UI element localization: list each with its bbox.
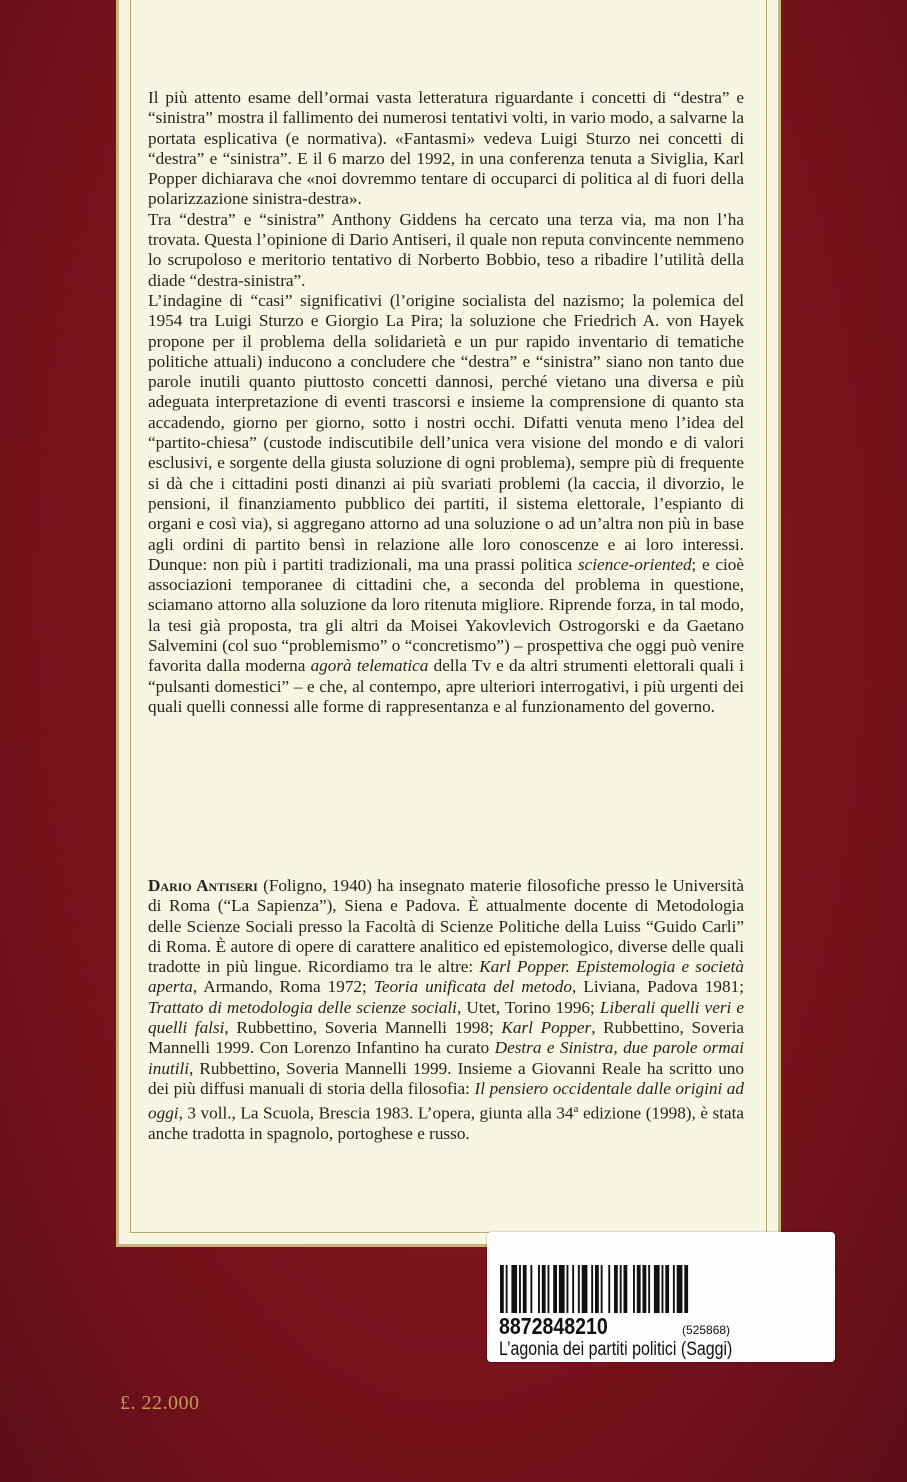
- barcode-bar: [559, 1265, 565, 1313]
- barcode-bar: [601, 1265, 603, 1313]
- bio-title-1: Karl Popper. Epistemologia e società aperta: [148, 957, 744, 997]
- barcode-sticker: [487, 1232, 835, 1362]
- barcode-bar: [677, 1265, 683, 1313]
- barcode-bar: [633, 1265, 635, 1313]
- barcode-bar: [643, 1265, 647, 1313]
- barcode-bar: [673, 1265, 675, 1313]
- barcode-bar: [530, 1265, 532, 1313]
- price-label: £. 22.000: [120, 1392, 200, 1414]
- barcode-bar: [608, 1265, 610, 1313]
- barcode-bar: [654, 1265, 660, 1313]
- barcode-bar: [684, 1265, 688, 1313]
- bio-text-2: , Armando, Roma 1972;: [192, 977, 374, 997]
- bio-text-9: edizione (1998), è stata anche tradotta in spagnolo, portoghese e russo.: [148, 1104, 744, 1144]
- barcode-bar: [662, 1265, 664, 1313]
- barcode-bar: [511, 1265, 517, 1313]
- author-bio: [148, 876, 744, 1145]
- barcode-bar: [620, 1265, 622, 1313]
- bio-text-8: , 3 voll., La Scuola, Brescia 1983. L’opera, giunta alla 34: [178, 1104, 574, 1123]
- bio-text-3: , Liviana, Padova 1981;: [571, 977, 744, 997]
- bio-title-5: Karl Popper: [501, 1018, 592, 1038]
- blurb-paragraph-1: Il più attento esame dell’ormai vasta letteratura riguardante i concetti di “destra” e “sinistra” mostra il fallimento dei numerosi tentativi volti, in vario modo, a salvarne la portata esplicativa (e normativa). «Fantasmi» vedeva Luigi Sturzo nei concetti di “destra” e “sinistra”. E il 6 marzo del 1992, in una conferenza tenuta a Siviglia, Karl Popper dichiarava che «noi dovremmo tentare di occuparci di politica al di fuori della polarizzazione sinistra-destra».: [148, 88, 744, 209]
- barcode-bar: [500, 1265, 504, 1313]
- barcode-bar: [542, 1265, 546, 1313]
- barcode-bar: [624, 1265, 628, 1313]
- blurb-p3-text-a: L’indagine di “casi” significativi (l’origine socialista del nazismo; la polemica del 1954 tra Luigi Sturzo e Giorgio La Pira; la soluzione che Friedrich A. von Hayek propone per il problema della solidarietà e un pur rapido inventario di tematiche politiche attuali) inducono a concludere che “destra” e “sinistra” siano non tanto due parole inutili quanto piuttosto concetti dannosi, perché vietano una diversa e più adeguata interpretazione di eventi trascorsi e insieme la comprensione di quanto sta accadendo, giorno per giorno, sotto i nostri occhi. Difatti venuta meno l’idea del “partito-chiesa” (custode indiscutibile dell’unica vera visione del mondo e di valori esclusivi, e sorgente della giusta soluzione di ogni problema), sempre più di frequente si dà che i cittadini posti dinanzi ai più svariati problemi (la caccia, il divorzio, le pensioni, il finanziamento pubblico dei partiti, il sistema elettorale, l’espianto di organi e così via), si aggregano attorno ad una soluzione o ad un’altra non più in base agli ordini di partito bensì in relazione alle loro conoscenze e ai loro interessi. Dunque: non più i partiti tradizionali, ma una prassi politica: [148, 290, 744, 574]
- barcode-bar: [506, 1265, 508, 1313]
- barcode-bar: [548, 1265, 550, 1313]
- sticker-book-title: L’agonia dei partiti politici (Saggi): [499, 1339, 733, 1360]
- blurb-p3-italic-1: science-oriented: [577, 554, 692, 574]
- bio-title-7: Il pensiero occidentale dalle origini ad oggi: [148, 1078, 744, 1123]
- barcode-bar: [595, 1265, 599, 1313]
- barcode-bar: [591, 1265, 593, 1313]
- inventory-code: (525868): [682, 1323, 731, 1337]
- barcode-bar: [572, 1265, 574, 1313]
- author-name: Dario Antiseri: [148, 876, 258, 895]
- bio-title-4: Liberali quelli veri e quelli falsi: [148, 997, 744, 1038]
- barcode-bar: [582, 1265, 588, 1313]
- barcode-bar: [538, 1265, 540, 1313]
- bio-text-6: , Rubbettino, Soveria Mannelli 1999. Con Lorenzo Infantino ha curato: [148, 1018, 745, 1058]
- bio-text-5: , Rubbettino, Soveria Mannelli 1998;: [224, 1018, 502, 1038]
- barcode-icon: [500, 1265, 750, 1313]
- bio-text-7: , Rubbettino, Soveria Mannelli 1999. Insieme a Giovanni Reale ha scritto uno dei più diffusi manuali di storia della filosofia:: [148, 1058, 744, 1098]
- bio-title-6: Destra e Sinistra, due parole ormai inutili: [148, 1038, 744, 1078]
- barcode-bar: [523, 1265, 527, 1313]
- blurb-p3-italic-2: agorà telematica: [310, 656, 429, 676]
- barcode-bar: [519, 1265, 521, 1313]
- bio-superscript: a: [573, 1103, 579, 1116]
- barcode-bar: [648, 1265, 650, 1313]
- barcode-bar: [665, 1265, 669, 1313]
- blurb-p3-text-b: ; e cioè associazioni temporanee di cittadini che, a seconda del problema in questione, sciamano attorno alla soluzione da loro ritenuta migliore. Riprende forza, in tal modo, la tesi già proposta, tra gli altri da Moisei Yakovlevich Ostrogorski e da Gaetano Salvemini (col suo “problemismo” o “concretismo”) – prospettiva che oggi può venire favorita dalla moderna: [148, 554, 745, 676]
- bio-title-2: Teoria unificata del metodo: [373, 977, 572, 997]
- barcode-bar: [614, 1265, 618, 1313]
- blurb-p3-text-c: della Tv e da altri strumenti elettorali quali i “pulsanti domestici” – e che, al contempo, apre ulteriori interrogativi, i più urgenti dei quali quelli connessi alle forme di rappresentanza e al funzionamento del governo.: [148, 656, 744, 716]
- bio-title-3: Trattato di metodologia delle scienze sociali: [148, 997, 457, 1017]
- blurb-text: [148, 88, 744, 717]
- blurb-paragraph-3: [148, 291, 744, 717]
- barcode-bar: [637, 1265, 641, 1313]
- barcode-bar: [578, 1265, 580, 1313]
- barcode-bar: [567, 1265, 569, 1313]
- isbn-number: 8872848210: [499, 1313, 608, 1339]
- bio-text-1: (Foligno, 1940) ha insegnato materie filosofiche presso le Università di Roma (“La Sapienza”), Siena e Padova. È attualmente docente di Metodologia delle Scienze Sociali presso la Facoltà di Scienze Politiche della Luiss “Guido Carli” di Roma. È autore di opere di carattere analitico ed epistemologico, diverse delle quali tradotte in più lingue. Ricordiamo tra le altre:: [148, 876, 744, 977]
- blurb-paragraph-2: Tra “destra” e “sinistra” Anthony Giddens ha cercato una terza via, ma non l’ha trovata. Questa l’opinione di Dario Antiseri, il quale non reputa convincente nemmeno lo scrupoloso e meritorio tentativo di Norberto Bobbio, teso a ribadire l’utilità della diade “destra-sinistra”.: [148, 209, 744, 290]
- bio-text-4: , Utet, Torino 1996;: [456, 997, 600, 1017]
- barcode-bar: [553, 1265, 557, 1313]
